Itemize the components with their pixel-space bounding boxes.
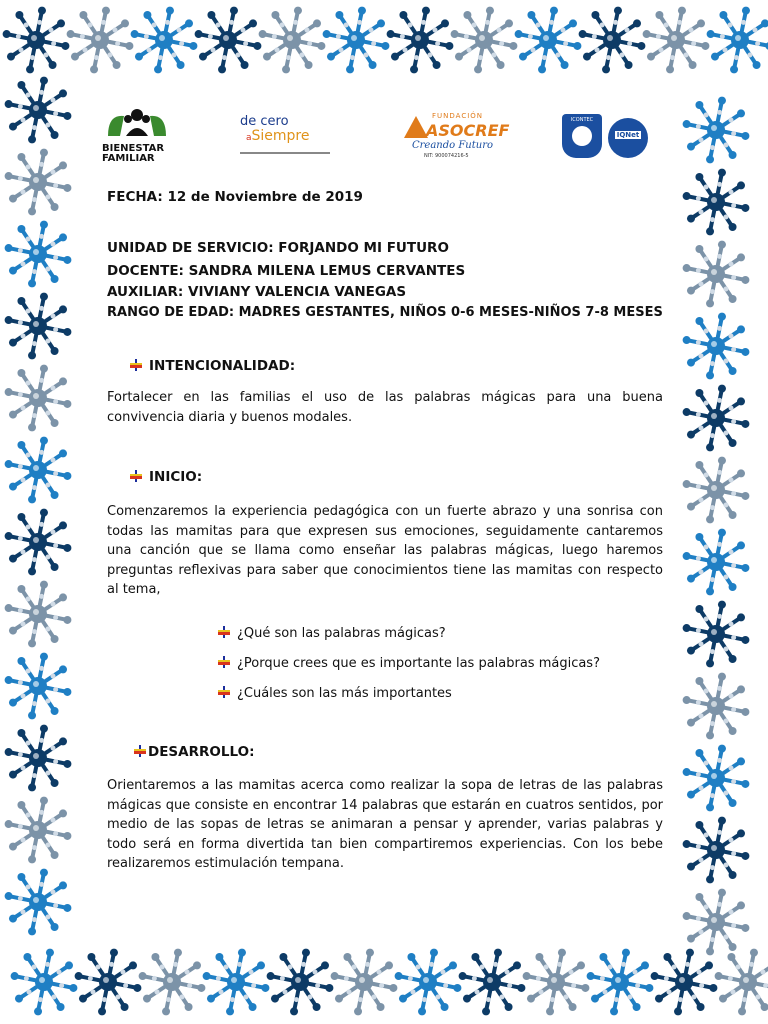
snowflake-icon xyxy=(323,7,390,74)
snowflake-icon xyxy=(139,949,206,1016)
snowflake-icon xyxy=(395,949,462,1016)
question-item xyxy=(218,686,452,701)
snowflake-icon xyxy=(387,7,454,74)
snowflake-icon xyxy=(11,949,78,1016)
snowflake-icon xyxy=(5,869,72,936)
decero-top: de cero xyxy=(240,114,289,129)
snowflake-icon xyxy=(515,7,582,74)
snowflake-icon xyxy=(683,601,750,668)
snowflake-icon xyxy=(683,673,750,740)
snowflake-icon xyxy=(5,149,72,216)
snowflake-icon xyxy=(5,581,72,648)
bienestar-line2: FAMILIAR xyxy=(102,153,155,164)
intencionalidad-text: Fortalecer en las familias el uso de las palabras mágicas para una buena convivencia diaria y buenos modales. xyxy=(107,390,663,425)
snowflake-icon xyxy=(451,7,518,74)
snowflake-icon xyxy=(683,241,750,308)
snowflake-icon xyxy=(683,745,750,812)
snowflake-icon xyxy=(683,529,750,596)
question-text: ¿Qué son las palabras mágicas? xyxy=(237,626,446,641)
snowflake-icon xyxy=(5,653,72,720)
snowflake-icon xyxy=(715,949,768,1016)
snowflake-icon xyxy=(579,7,646,74)
bullet-icon xyxy=(134,745,146,757)
snowflake-icon xyxy=(195,7,262,74)
intencionalidad-title: INTENCIONALIDAD: xyxy=(149,358,296,374)
bullet-icon xyxy=(218,686,230,698)
decero-a: a xyxy=(246,133,252,143)
iqnet-badge xyxy=(608,118,648,158)
question-item xyxy=(218,626,446,641)
snowflake-icon xyxy=(5,365,72,432)
desarrollo-title: DESARROLLO: xyxy=(148,744,255,760)
asocref-triangle-icon xyxy=(404,116,428,138)
snowflake-icon xyxy=(267,949,334,1016)
snowflake-icon xyxy=(683,313,750,380)
bullet-icon xyxy=(130,359,142,371)
fundacion-slogan: Creando Futuro xyxy=(412,140,493,151)
snowflake-icon xyxy=(683,169,750,236)
snowflake-icon xyxy=(683,97,750,164)
fecha-line: FECHA: 12 de Noviembre de 2019 xyxy=(107,189,363,205)
fundacion-top: FUNDACIÓN xyxy=(432,112,484,120)
snowflake-icon xyxy=(523,949,590,1016)
bienestar-family-icon xyxy=(102,106,172,140)
snowflake-icon xyxy=(75,949,142,1016)
snowflake-icon xyxy=(5,797,72,864)
snowflake-icon xyxy=(203,949,270,1016)
snowflake-icon xyxy=(67,7,134,74)
snowflake-icon xyxy=(5,293,72,360)
desarrollo-heading xyxy=(134,744,254,760)
icontec-badge xyxy=(562,114,602,158)
unidad-line: UNIDAD DE SERVICIO: FORJANDO MI FUTURO xyxy=(107,240,449,256)
bullet-icon xyxy=(218,626,230,638)
iqnet-label: IQNet xyxy=(616,131,640,139)
bullet-icon xyxy=(130,470,142,482)
bullet-icon xyxy=(218,656,230,668)
docente-line: DOCENTE: SANDRA MILENA LEMUS CERVANTES xyxy=(107,263,466,279)
question-text: ¿Cuáles son las más importantes xyxy=(237,686,452,701)
decero-bottom: Siempre xyxy=(251,128,310,144)
rango-line: RANGO DE EDAD: MADRES GESTANTES, NIÑOS 0-6 MESES-NIÑOS 7-8 MESES xyxy=(107,305,663,320)
snowflake-icon xyxy=(683,385,750,452)
fundacion-nit: NIT: 900074216-5 xyxy=(424,153,469,159)
snowflake-icon xyxy=(683,889,750,956)
certification-logos xyxy=(562,114,662,162)
snowflake-icon xyxy=(5,509,72,576)
snowflake-icon xyxy=(5,437,72,504)
intencionalidad-heading xyxy=(130,358,295,374)
snowflake-icon xyxy=(683,457,750,524)
icontec-label: ICONTEC xyxy=(570,117,594,123)
snowflake-icon xyxy=(459,949,526,1016)
fundacion-asocref-logo xyxy=(404,112,510,164)
snowflake-icon xyxy=(643,7,710,74)
snowflake-icon xyxy=(651,949,718,1016)
auxiliar-line: AUXILIAR: VIVIANY VALENCIA VANEGAS xyxy=(107,284,407,300)
snowflake-icon xyxy=(587,949,654,1016)
fundacion-name: ASOCREF xyxy=(426,121,510,140)
question-item xyxy=(218,656,600,671)
snowflake-icon xyxy=(5,221,72,288)
inicio-heading xyxy=(130,469,202,485)
snowflake-icon xyxy=(5,725,72,792)
question-text: ¿Porque crees que es importante las palabras mágicas? xyxy=(237,656,600,671)
snowflake-icon xyxy=(5,77,72,144)
bienestar-line1: BIENESTAR xyxy=(102,143,165,154)
snowflake-icon xyxy=(683,817,750,884)
de-cero-a-siempre-logo xyxy=(240,115,340,159)
snowflake-icon xyxy=(707,7,768,74)
desarrollo-text: Orientaremos a las mamitas acerca como realizar la sopa de letras de las palabras mágicas que consiste en encontrar 14 palabras que estarán en cuatros sentidos, por medio de las sopas de letras se animaran a pensar y aprender, varias palabras y todo será en forma divertida tan bien compartiremos experiencias. Con los bebe realizaremos estimulación tempana. xyxy=(107,778,663,871)
snowflake-icon xyxy=(331,949,398,1016)
bienestar-familiar-logo xyxy=(102,106,172,162)
snowflake-icon xyxy=(131,7,198,74)
inicio-title: INICIO: xyxy=(149,469,203,485)
inicio-text: Comenzaremos la experiencia pedagógica con un fuerte abrazo y una sonrisa con todas las mamitas para que expresen sus emociones, seguidamente cantaremos una canción que se llama como enseñar las palabras mágicas, luego haremos preguntas reflexivas para saber que conocimientos tiene las mamitas con respecto al tema, xyxy=(107,504,663,597)
snowflake-icon xyxy=(259,7,326,74)
snowflake-icon xyxy=(3,7,70,74)
